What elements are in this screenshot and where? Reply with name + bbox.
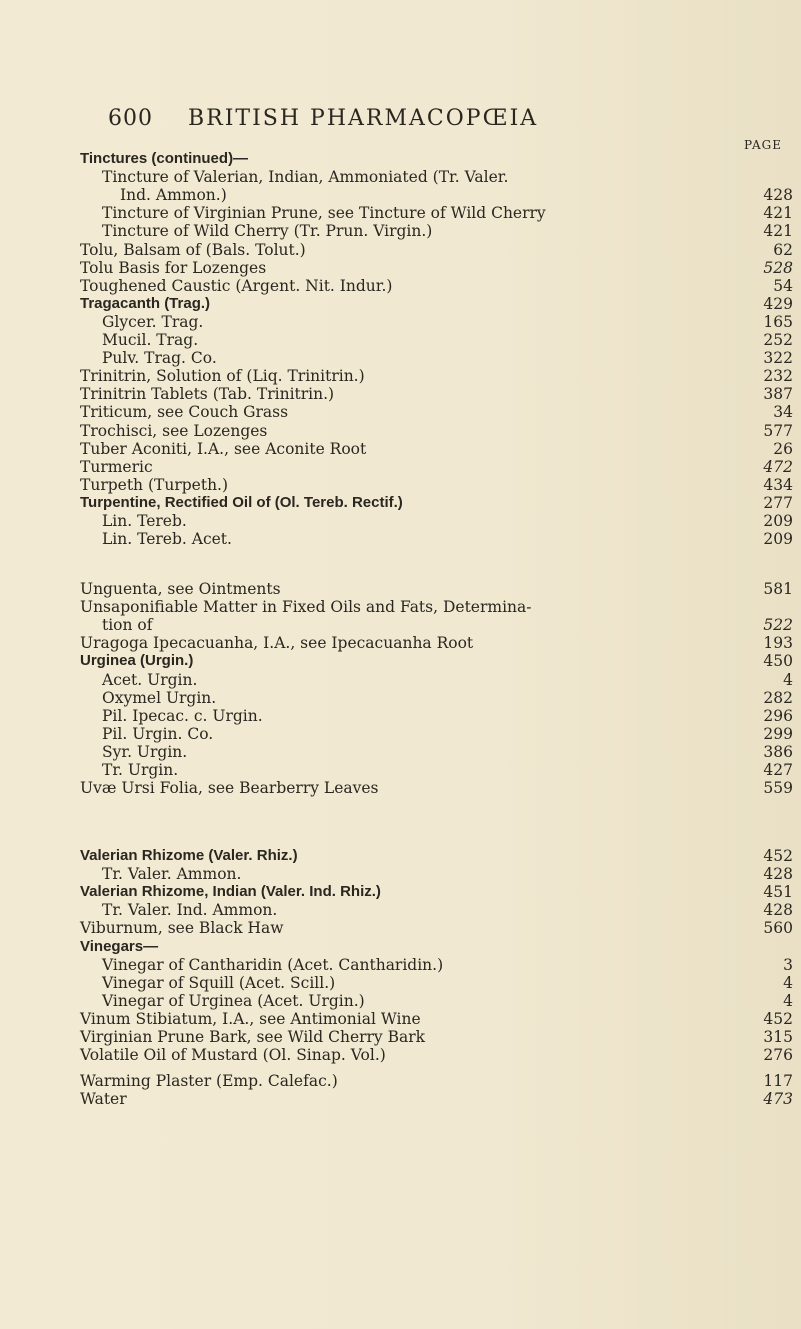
index-entry — [80, 458, 793, 476]
entry-page-number: 451 — [763, 883, 793, 902]
entry-page-number: 472 — [763, 457, 793, 476]
entry-page-number: 165 — [763, 312, 793, 331]
index-entry — [80, 222, 793, 240]
entry-page-number: 299 — [763, 724, 793, 743]
entry-text: Uragoga Ipecacuanha, I.A., see Ipecacuanha Root — [80, 634, 474, 653]
page-title: BRITISH PHARMACOPŒIA — [188, 106, 539, 131]
entry-page-number: 252 — [763, 331, 793, 349]
index-entry — [80, 349, 793, 367]
entry-page-number: 4 — [783, 991, 793, 1010]
entry-text: Glycer. Trag. — [102, 312, 204, 331]
entry-text: Tincture of Valerian, Indian, Ammoniated (Tr. Valer. — [102, 168, 509, 187]
entry-text: Tolu Basis for Lozenges — [80, 258, 267, 277]
index-entry — [80, 313, 793, 331]
index-entry — [80, 671, 793, 689]
index-entry — [80, 186, 793, 204]
entry-text: Lin. Tereb. — [102, 512, 187, 530]
entry-page-number: 559 — [763, 779, 793, 798]
entry-page-number: 209 — [763, 512, 793, 530]
index-entry — [80, 422, 793, 440]
index-entry — [80, 331, 793, 349]
entry-text: Water — [80, 1090, 127, 1109]
index-entry — [80, 1046, 793, 1064]
entry-text: Unguenta, see Ointments — [80, 580, 281, 598]
index-entry — [80, 385, 793, 403]
entry-text: Valerian Rhizome, Indian (Valer. Ind. Rhiz.) — [80, 883, 381, 901]
entry-text: Warming Plaster (Emp. Calefac.) — [80, 1072, 338, 1090]
index-entry — [80, 1028, 793, 1046]
entry-text: Virginian Prune Bark, see Wild Cherry Bark — [80, 1028, 426, 1046]
entry-text: Pulv. Trag. Co. — [102, 349, 217, 368]
entry-page-number: 276 — [763, 1046, 793, 1065]
index-entry — [80, 974, 793, 992]
entry-text: Mucil. Trag. — [102, 331, 199, 349]
index-entry — [80, 241, 793, 259]
index-entry — [80, 580, 793, 598]
index-entry — [80, 883, 793, 901]
entry-text: Pil. Urgin. Co. — [102, 724, 214, 743]
entry-text: Tr. Valer. Ind. Ammon. — [102, 901, 278, 920]
entry-page-number: 315 — [763, 1028, 793, 1046]
entry-text: Acet. Urgin. — [102, 670, 198, 689]
entry-page-number: 450 — [763, 652, 793, 671]
entry-text: Vinegar of Cantharidin (Acet. Cantharidin.) — [102, 955, 444, 974]
entry-page-number: 429 — [763, 294, 793, 313]
entry-text: Trochisci, see Lozenges — [80, 421, 268, 440]
index-entry — [80, 779, 793, 797]
index-entry — [80, 530, 793, 548]
entry-page-number: 209 — [763, 530, 793, 549]
entry-page-number: 421 — [763, 222, 793, 241]
entry-text: Pil. Ipecac. c. Urgin. — [102, 706, 263, 725]
entry-text: Volatile Oil of Mustard (Ol. Sinap. Vol.) — [80, 1046, 386, 1065]
entry-text: Turmeric — [80, 457, 153, 476]
index-entry — [80, 689, 793, 707]
entry-text: Tolu, Balsam of (Bals. Tolut.) — [80, 240, 306, 259]
entry-text: Tincture of Virginian Prune, see Tincture of Wild Cherry — [102, 204, 546, 223]
entry-page-number: 522 — [763, 616, 793, 635]
entry-text: Vinegar of Squill (Acet. Scill.) — [102, 973, 336, 992]
entry-page-number: 427 — [763, 761, 793, 779]
index-entry — [80, 1010, 793, 1028]
entry-page-number: 577 — [763, 421, 793, 440]
entry-text: Oxymel Urgin. — [102, 688, 217, 707]
index-entry — [80, 865, 793, 883]
index-entry — [80, 1090, 793, 1108]
entry-page-number: 193 — [763, 634, 793, 653]
index-entry — [80, 204, 793, 222]
entry-text: Unsaponifiable Matter in Fixed Oils and Fats, Determina- — [80, 598, 532, 617]
entry-page-number: 54 — [773, 276, 793, 295]
entry-text: Urginea (Urgin.) — [80, 652, 194, 670]
entry-page-number: 34 — [773, 403, 793, 422]
entry-page-number: 387 — [763, 385, 793, 404]
index-entry — [80, 634, 793, 652]
entry-text: Turpentine, Rectified Oil of (Ol. Tereb. Rectif.) — [80, 493, 403, 511]
entry-text: Tr. Valer. Ammon. — [102, 865, 242, 884]
entry-page-number: 581 — [763, 580, 793, 598]
index-entry — [80, 919, 793, 937]
entry-page-number: 421 — [763, 204, 793, 223]
entry-page-number: 452 — [763, 847, 793, 865]
entry-text: Uvæ Ursi Folia, see Bearberry Leaves — [80, 779, 379, 798]
entry-text: Viburnum, see Black Haw — [80, 919, 284, 938]
entry-page-number: 322 — [763, 349, 793, 368]
entry-text: Turpeth (Turpeth.) — [80, 475, 229, 494]
index-entry — [80, 403, 793, 421]
index-entry — [80, 295, 793, 313]
index-entry — [80, 168, 793, 186]
index-entry — [80, 743, 793, 761]
entry-page-number: 473 — [763, 1090, 793, 1109]
entry-text: Triticum, see Couch Grass — [80, 403, 289, 422]
index-entry — [80, 367, 793, 385]
entry-page-number: 232 — [763, 367, 793, 386]
index-entry — [80, 901, 793, 919]
index-entry — [80, 598, 793, 616]
entry-page-number: 528 — [763, 258, 793, 277]
entry-page-number: 62 — [773, 240, 793, 259]
index-entry — [80, 494, 793, 512]
entry-page-number: 386 — [763, 742, 793, 761]
entry-page-number: 117 — [763, 1072, 793, 1090]
entry-text: Trinitrin, Solution of (Liq. Trinitrin.) — [80, 367, 365, 386]
entry-page-number: 560 — [763, 919, 793, 938]
entry-text: Lin. Tereb. Acet. — [102, 530, 232, 549]
index-entry — [80, 150, 793, 168]
index-entry — [80, 277, 793, 295]
page-number: 600 — [108, 106, 153, 131]
index-entry — [80, 992, 793, 1010]
entry-page-number: 296 — [763, 706, 793, 725]
index-entry — [80, 259, 793, 277]
entry-text: Toughened Caustic (Argent. Nit. Indur.) — [80, 276, 393, 295]
entry-page-number: 26 — [773, 439, 793, 458]
index-entry — [80, 707, 793, 725]
entry-text: Ind. Ammon.) — [120, 186, 227, 205]
entry-text: Syr. Urgin. — [102, 742, 188, 761]
entry-text: Tinctures (continued)— — [80, 150, 249, 167]
index-entry — [80, 847, 793, 865]
entry-page-number: 282 — [763, 688, 793, 707]
entry-text: Tincture of Wild Cherry (Tr. Prun. Virgin.) — [102, 222, 433, 241]
entry-page-number: 4 — [783, 973, 793, 992]
entry-text: Tuber Aconiti, I.A., see Aconite Root — [80, 439, 367, 458]
index-entry — [80, 440, 793, 458]
index-entry — [80, 616, 793, 634]
entry-text: Tragacanth (Trag.) — [80, 294, 211, 312]
index-entry — [80, 1072, 793, 1090]
entry-text: Vinum Stibiatum, I.A., see Antimonial Wine — [80, 1009, 421, 1028]
entry-text: Vinegars— — [80, 937, 159, 955]
entry-text: Vinegar of Urginea (Acet. Urgin.) — [102, 991, 365, 1010]
index-entry — [80, 938, 793, 956]
index-entry — [80, 956, 793, 974]
entry-page-number: 434 — [763, 475, 793, 494]
entry-page-number: 4 — [783, 670, 793, 689]
entry-page-number: 277 — [763, 493, 793, 512]
index-entry — [80, 761, 793, 779]
index-entry — [80, 652, 793, 670]
entry-page-number: 428 — [763, 865, 793, 884]
index-entry — [80, 512, 793, 530]
index-entry — [80, 725, 793, 743]
entry-text: Valerian Rhizome (Valer. Rhiz.) — [80, 847, 298, 864]
page-column-label: PAGE — [744, 138, 782, 152]
entry-text: Tr. Urgin. — [102, 761, 179, 779]
entry-page-number: 428 — [763, 901, 793, 920]
entry-page-number: 3 — [783, 955, 793, 974]
entry-text: Trinitrin Tablets (Tab. Trinitrin.) — [80, 385, 335, 404]
index-entry — [80, 476, 793, 494]
entry-text: tion of — [102, 616, 153, 635]
entry-page-number: 428 — [763, 186, 793, 205]
entry-page-number: 452 — [763, 1009, 793, 1028]
